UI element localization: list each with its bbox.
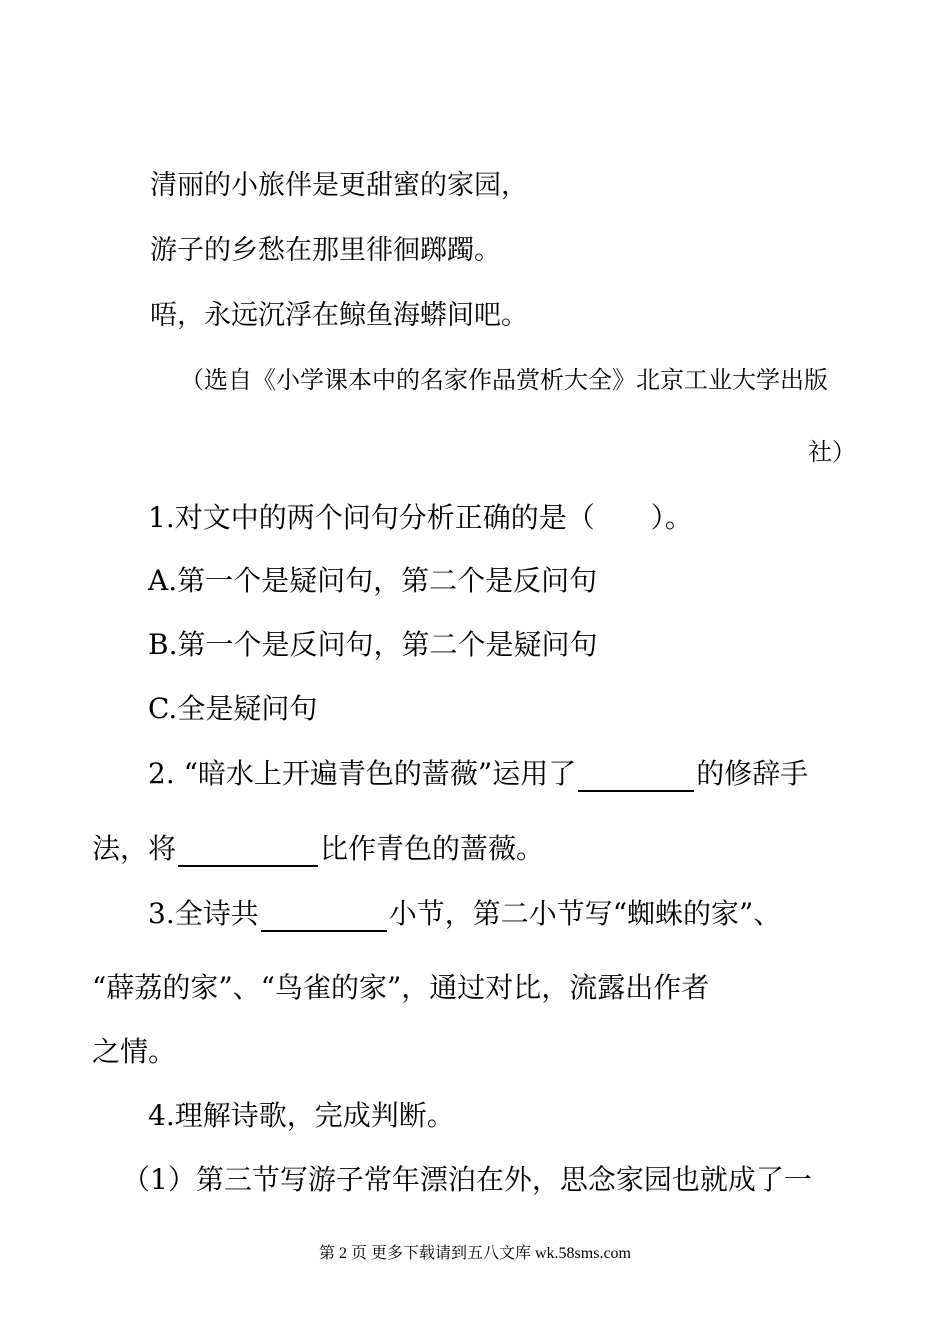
question-3-text-a: 3.全诗共 xyxy=(148,897,259,930)
poem-line-1: 清丽的小旅伴是更甜蜜的家园， xyxy=(150,170,528,201)
question-3-line-3: 之情。 xyxy=(92,1035,177,1068)
question-2-line-2 xyxy=(92,831,544,867)
question-2-text-a: 2. “暗水上开遍青色的蔷薇”运用了 xyxy=(148,757,577,790)
question-1-option-c: C.全是疑问句 xyxy=(148,692,318,725)
question-1-option-a: A.第一个是疑问句，第二个是反问句 xyxy=(148,564,598,597)
source-citation: （选自《小学课本中的名家作品赏析大全》北京工业大学出版 xyxy=(180,366,828,394)
source-citation-end: 社） xyxy=(808,438,856,466)
question-2-line-1 xyxy=(148,756,808,792)
question-3-line-1 xyxy=(148,896,781,932)
answer-blank-rhetoric[interactable] xyxy=(578,760,694,792)
question-4-item-1: （1）第三节写游子常年漂泊在外，思念家园也就成了一 xyxy=(122,1163,812,1196)
page-footer: 第 2 页 更多下载请到五八文库 wk.58sms.com xyxy=(318,1245,631,1262)
question-3-text-b: 小节，第二小节写“蜘蛛的家”、 xyxy=(388,897,782,930)
question-2-text-c: 法，将 xyxy=(92,832,177,865)
poem-line-2: 游子的乡愁在那里徘徊踯躅。 xyxy=(150,235,501,266)
answer-blank-sections[interactable] xyxy=(261,900,387,932)
question-1-option-b: B.第一个是反问句，第二个是疑问句 xyxy=(148,628,598,661)
question-4-stem: 4.理解诗歌，完成判断。 xyxy=(148,1099,455,1132)
question-2-text-b: 的修辞手 xyxy=(696,757,809,790)
question-3-line-2: “薜荔的家”、“鸟雀的家”，通过对比，流露出作者 xyxy=(92,971,710,1004)
poem-line-3: 唔，永远沉浮在鲸鱼海蟒间吧。 xyxy=(150,300,528,331)
question-1-stem: 1.对文中的两个问句分析正确的是（ ）。 xyxy=(148,501,693,534)
question-2-text-d: 比作青色的蔷薇。 xyxy=(320,832,545,865)
answer-blank-compared[interactable] xyxy=(178,835,318,867)
